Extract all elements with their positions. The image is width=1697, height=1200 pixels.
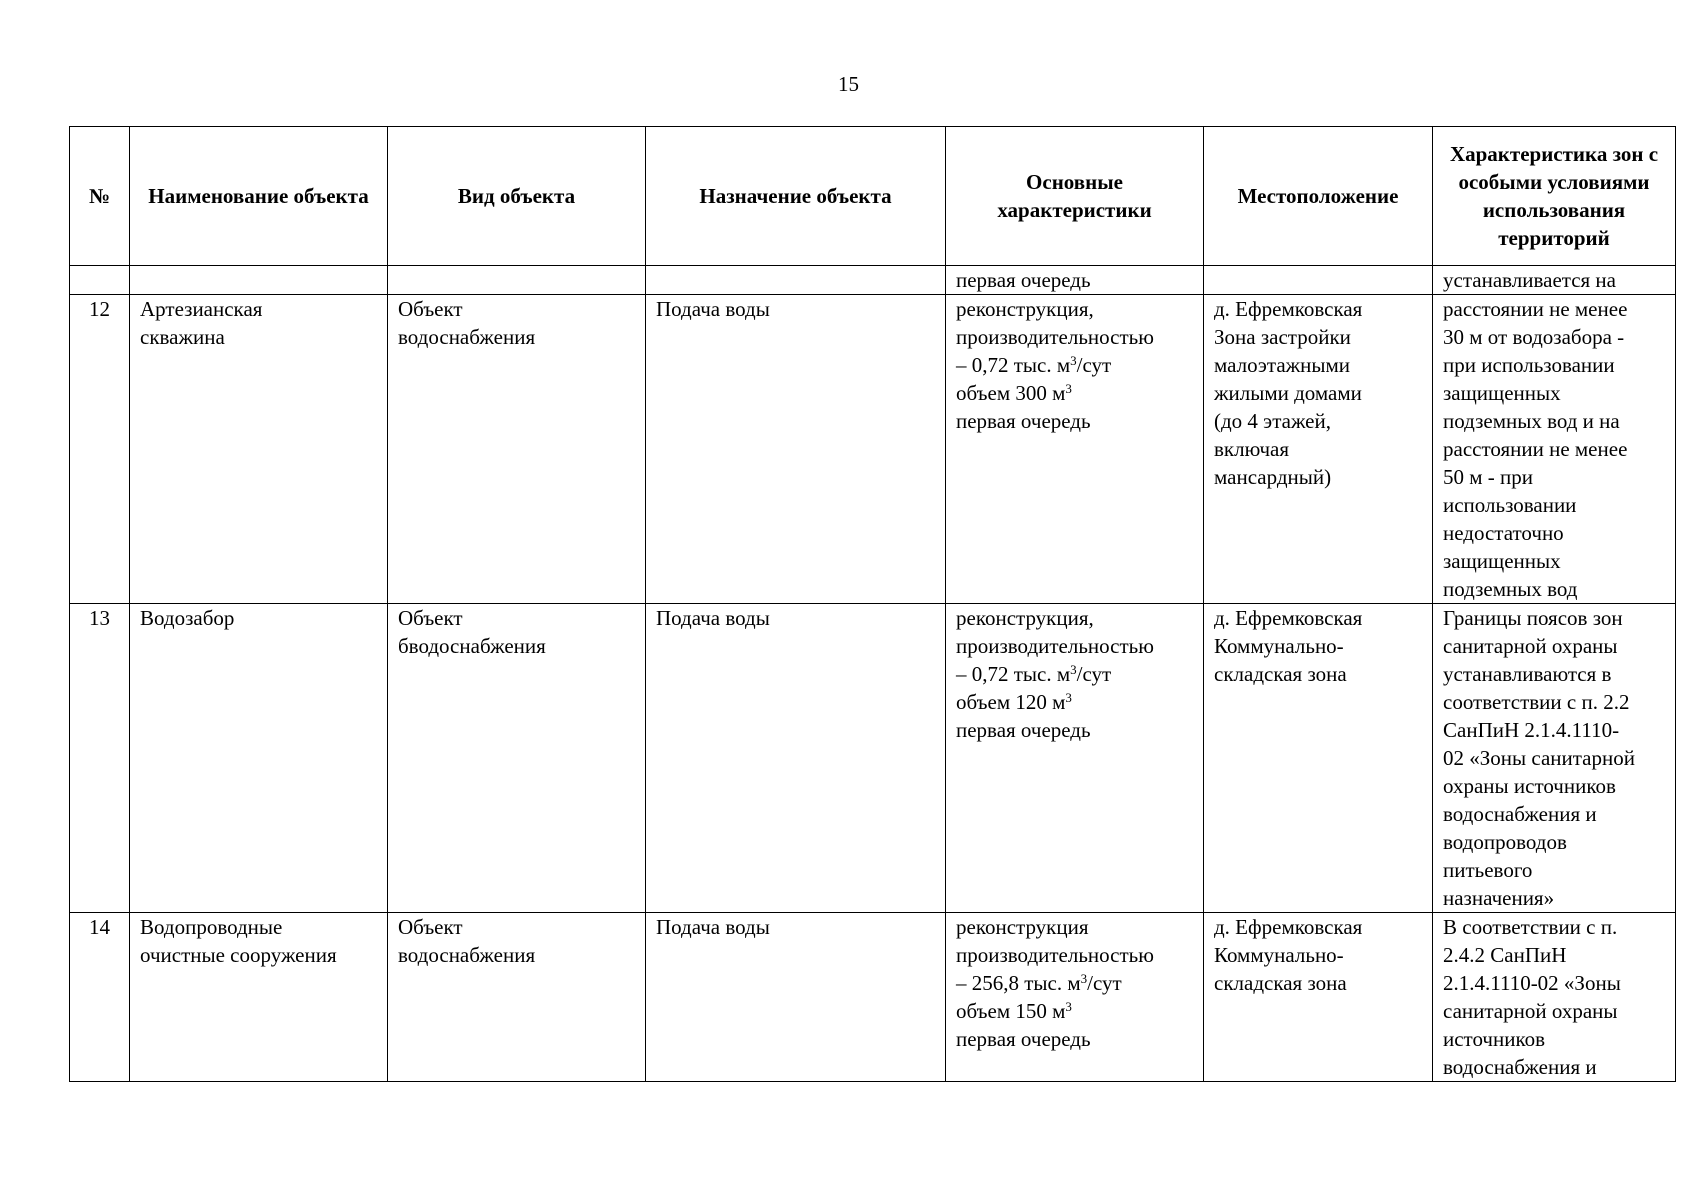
cell-line: водоснабжения и: [1443, 1055, 1597, 1079]
cell-line: СанПиН 2.1.4.1110-: [1443, 718, 1620, 742]
cell-line: водоснабжения и: [1443, 802, 1597, 826]
cell-type: [388, 913, 646, 1082]
cell-line: соответствии с п. 2.2: [1443, 690, 1630, 714]
cell-line: охраны источников: [1443, 774, 1616, 798]
cell-line: расстоянии не менее: [1443, 297, 1628, 321]
cell-zones: [1433, 604, 1676, 913]
cell-line: В соответствии с п.: [1443, 915, 1618, 939]
cell-line: жилыми домами: [1214, 381, 1362, 405]
cell-location: [1204, 295, 1433, 604]
cell-line: 02 «Зоны санитарной: [1443, 746, 1635, 770]
cell-line: 2.4.2 СанПиН: [1443, 943, 1567, 967]
cell-num: 14: [70, 913, 130, 1082]
cell-line: источников: [1443, 1027, 1546, 1051]
cell-line: назначения»: [1443, 886, 1555, 910]
cell-line: устанавливаются в: [1443, 662, 1612, 686]
cell-type: [388, 604, 646, 913]
cell-line: д. Ефремковская: [1214, 297, 1363, 321]
cell-line: малоэтажными: [1214, 353, 1351, 377]
cell-line: Объект: [398, 297, 463, 321]
cell-line: очистные сооружения: [140, 943, 337, 967]
cell-type: [388, 295, 646, 604]
cell-name: [130, 295, 388, 604]
cell-line: первая очередь: [956, 268, 1091, 292]
cell-line: Водопроводные: [140, 915, 283, 939]
cell-line: производительностью: [956, 943, 1154, 967]
cell-line: производительностью: [956, 325, 1154, 349]
cell-line: использовании: [1443, 493, 1577, 517]
capacity-unit: /сут: [1076, 662, 1112, 686]
page-number: 15: [838, 72, 859, 96]
cell-line: 50 м - при: [1443, 465, 1534, 489]
cell-line: Границы поясов зон: [1443, 606, 1623, 630]
table-row: [70, 604, 1676, 913]
cell-purpose: [646, 604, 946, 913]
cell-line: защищенных: [1443, 381, 1561, 405]
cell-line: расстоянии не менее: [1443, 437, 1628, 461]
capacity-text: – 256,8 тыс. м: [956, 971, 1081, 995]
cell-line: водопроводов: [1443, 830, 1567, 854]
cell-line: Коммунально-: [1214, 634, 1344, 658]
cell-line: водоснабжения: [398, 325, 536, 349]
cell-line: [956, 660, 1193, 688]
cell-location: [1204, 266, 1433, 295]
superscript: 3: [1065, 690, 1072, 705]
volume-text: объем 120 м: [956, 690, 1066, 714]
cell-line: Объект: [398, 915, 463, 939]
cell-line: Подача воды: [656, 297, 770, 321]
superscript: 3: [1065, 999, 1072, 1014]
cell-zones: [1433, 266, 1676, 295]
table-row: [70, 295, 1676, 604]
cell-line: санитарной охраны: [1443, 634, 1618, 658]
cell-purpose: [646, 266, 946, 295]
header-name: Наименование объекта: [130, 127, 388, 266]
header-num: №: [70, 127, 130, 266]
cell-line: реконструкция,: [956, 297, 1094, 321]
header-location: Местоположение: [1204, 127, 1433, 266]
volume-text: объем 150 м: [956, 999, 1066, 1023]
header-zones: Характеристика зон с особыми условиями использования территорий: [1433, 127, 1676, 266]
cell-num: 13: [70, 604, 130, 913]
cell-line: при использовании: [1443, 353, 1615, 377]
cell-line: 30 м от водозабора -: [1443, 325, 1625, 349]
capacity-text: – 0,72 тыс. м: [956, 662, 1071, 686]
table-header-row: [70, 127, 1676, 266]
cell-line: первая очередь: [956, 409, 1091, 433]
cell-line: д. Ефремковская: [1214, 915, 1363, 939]
cell-name: [130, 604, 388, 913]
header-purpose: Назначение объекта: [646, 127, 946, 266]
cell-line: устанавливается на: [1443, 268, 1616, 292]
cell-line: производительностью: [956, 634, 1154, 658]
capacity-unit: /сут: [1076, 353, 1112, 377]
cell-line: складская зона: [1214, 971, 1347, 995]
cell-line: Объект: [398, 606, 463, 630]
objects-table: [69, 126, 1676, 1082]
cell-name: [130, 266, 388, 295]
table-row: [70, 913, 1676, 1082]
volume-text: объем 300 м: [956, 381, 1066, 405]
cell-line: Подача воды: [656, 915, 770, 939]
cell-line: первая очередь: [956, 1027, 1091, 1051]
cell-line: [956, 351, 1193, 379]
cell-location: [1204, 604, 1433, 913]
cell-purpose: [646, 913, 946, 1082]
cell-zones: [1433, 913, 1676, 1082]
header-type: Вид объекта: [388, 127, 646, 266]
cell-purpose: [646, 295, 946, 604]
capacity-text: – 0,72 тыс. м: [956, 353, 1071, 377]
cell-name: [130, 913, 388, 1082]
cell-line: водоснабжения: [398, 943, 536, 967]
cell-line: бводоснабжения: [398, 634, 546, 658]
cell-line: питьевого: [1443, 858, 1533, 882]
header-characteristics: Основные характеристики: [946, 127, 1204, 266]
cell-line: Подача воды: [656, 606, 770, 630]
cell-line: Водозабор: [140, 606, 235, 630]
superscript: 3: [1065, 381, 1072, 396]
table-row-continuation: [70, 266, 1676, 295]
cell-line: (до 4 этажей,: [1214, 409, 1331, 433]
cell-characteristics: [946, 295, 1204, 604]
cell-line: первая очередь: [956, 718, 1091, 742]
cell-line: недостаточно: [1443, 521, 1564, 545]
cell-line: д. Ефремковская: [1214, 606, 1363, 630]
cell-line: реконструкция,: [956, 606, 1094, 630]
superscript: 3: [1070, 662, 1077, 677]
cell-line: Коммунально-: [1214, 943, 1344, 967]
cell-line: реконструкция: [956, 915, 1089, 939]
cell-location: [1204, 913, 1433, 1082]
cell-zones: [1433, 295, 1676, 604]
cell-line: защищенных: [1443, 549, 1561, 573]
cell-line: [956, 688, 1193, 716]
cell-line: скважина: [140, 325, 225, 349]
cell-line: Артезианская: [140, 297, 263, 321]
cell-line: санитарной охраны: [1443, 999, 1618, 1023]
cell-line: подземных вод и на: [1443, 409, 1620, 433]
cell-line: [956, 997, 1193, 1025]
cell-num: 12: [70, 295, 130, 604]
capacity-unit: /сут: [1087, 971, 1122, 995]
cell-line: [956, 969, 1193, 997]
cell-line: 2.1.4.1110-02 «Зоны: [1443, 971, 1621, 995]
cell-characteristics: [946, 604, 1204, 913]
cell-characteristics: [946, 266, 1204, 295]
cell-characteristics: [946, 913, 1204, 1082]
cell-line: подземных вод: [1443, 577, 1578, 601]
cell-line: Зона застройки: [1214, 325, 1351, 349]
cell-line: включая: [1214, 437, 1290, 461]
superscript: 3: [1080, 971, 1088, 986]
cell-line: складская зона: [1214, 662, 1347, 686]
cell-type: [388, 266, 646, 295]
cell-line: мансардный): [1214, 465, 1332, 489]
cell-num: [70, 266, 130, 295]
cell-line: [956, 379, 1193, 407]
superscript: 3: [1070, 353, 1077, 368]
